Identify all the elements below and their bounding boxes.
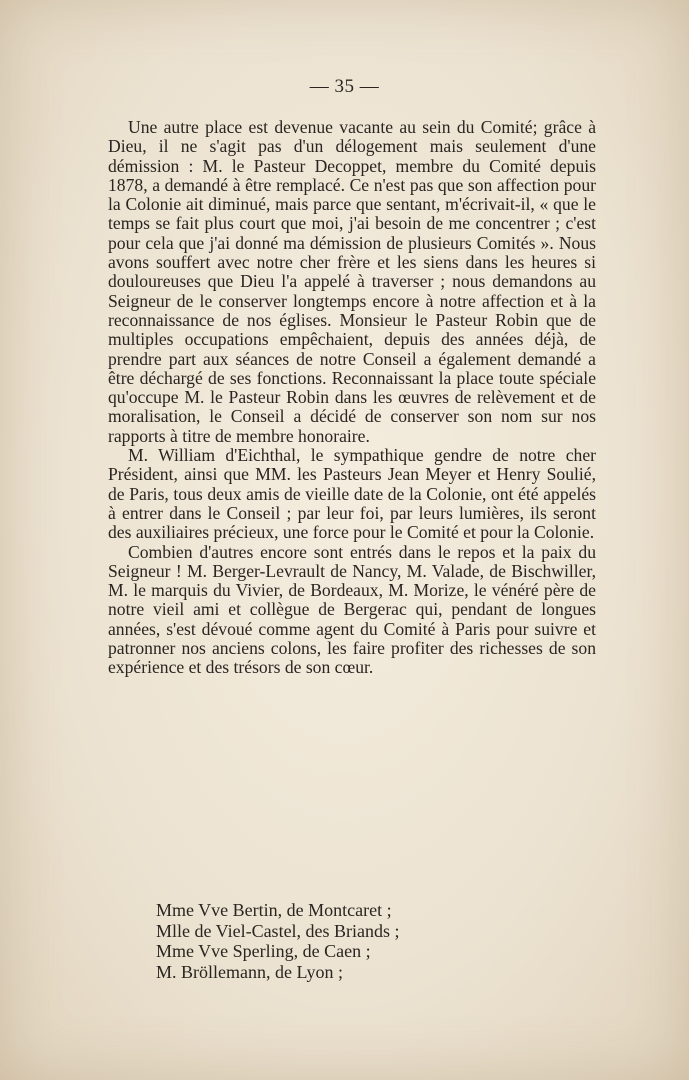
body-text: [108, 118, 596, 678]
paragraph-deceased: Combien d'autres encore sont entrés dans le repos et la paix du Seigneur ! M. Berger-Levrault de Nancy, M. Valade, de Bischwiller, M. le marquis du Vivier, de Bordeaux, M. Morize, le vénéré père de notre vieil ami et collègue de Bergerac qui, pendant de longues années, s'est dévoué comme agent du Comité à Paris pour suivre et patronner nos anciens colons, les faire profiter des richesses de son expérience et des trésors de son cœur.: [108, 541, 596, 678]
list-item: Mlle de Viel-Castel, des Briands ;: [156, 920, 400, 941]
list-item: Mme Vve Bertin, de Montcaret ;: [156, 900, 392, 920]
list-item: Mme Vve Sperling, de Caen ;: [156, 941, 371, 961]
deceased-list: [156, 900, 400, 982]
paragraph-new-members: M. William d'Eichthal, le sympathique gendre de notre cher Président, ainsi que MM. les Pasteurs Jean Meyer et Henry Soulié, de Paris, tous deux amis de vieille date de la Colonie, ont été appelés à entrer dans le Conseil ; par leur foi, par leurs lumières, ils seront des auxiliaires précieux, une force pour le Comité et pour la Colonie.: [108, 445, 596, 543]
paragraph-resignations: Une autre place est devenue vacante au sein du Comité; grâce à Dieu, il ne s'agit pas d'un délogement mais seulement d'une démission : M. le Pasteur Decoppet, membre du Comité depuis 1878, a demandé à être remplacé. Ce n'est pas que son affection pour la Colonie ait diminué, mais parce que sentant, m'écrivait-il, « que le temps se fait plus court que moi, j'ai besoin de me concentrer ; c'est pour cela que j'ai donné ma démission de plusieurs Comités ». Nous avons souffert avec notre cher frère et les siens dans les heures si douloureuses que Dieu l'a appelé à traverser ; nous demandons au Seigneur de le conserver longtemps encore à notre affection et à la reconnaissance de nos églises. Monsieur le Pasteur Robin que de multiples occupations empêchaient, depuis des années déjà, de prendre part aux séances de notre Conseil a également demandé a être déchargé de ses fonctions. Reconnaissant la place toute spéciale qu'occupe M. le Pasteur Robin dans les œuvres de relèvement et de moralisation, le Conseil a décidé de conserver son nom sur nos rapports à titre de membre honoraire.: [108, 117, 596, 446]
list-item: M. Bröllemann, de Lyon ;: [156, 961, 343, 982]
page-number: — 35 —: [309, 76, 380, 97]
